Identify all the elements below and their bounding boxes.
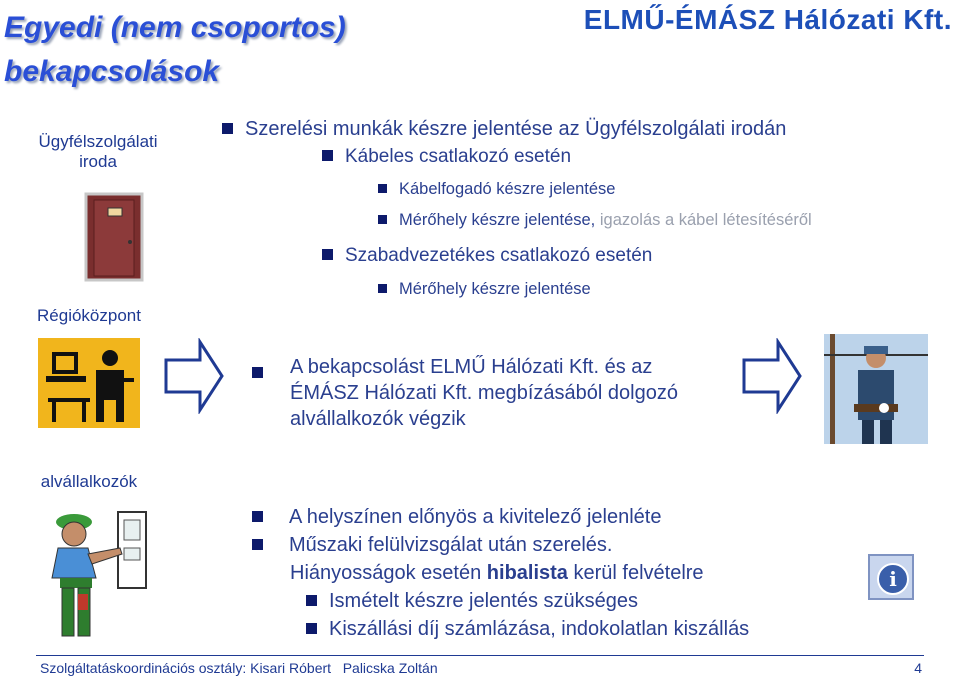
office-label xyxy=(28,132,168,172)
deficiency-text-a: Hiányosságok esetén xyxy=(290,562,487,584)
bullet-text-gray: igazolás a kábel létesítéséről xyxy=(595,211,812,229)
bullet-text: Kábeles csatlakozó esetén xyxy=(345,146,572,167)
bullet-text: Szabadvezetékes csatlakozó esetén xyxy=(345,245,653,266)
bullet-square-icon xyxy=(322,249,333,260)
bullet-contractors-do-connection xyxy=(252,356,678,432)
bullet-l3-cable-receiver xyxy=(378,180,615,199)
page-title xyxy=(4,6,346,94)
title-line-2: bekapcsolások xyxy=(4,55,220,88)
footer-text: Szolgáltatáskoordinációs osztály: Kisari Róbert Palicska Zoltán xyxy=(40,660,438,676)
regional-center-image xyxy=(38,338,140,428)
bullet-onsite-presence xyxy=(252,506,661,529)
contractors-label: alvállalkozók xyxy=(40,472,138,491)
deficiency-line xyxy=(290,562,704,585)
bullet-square-icon xyxy=(378,215,387,224)
info-icon: i xyxy=(877,563,909,595)
deficiency-text-bold: hibalista xyxy=(486,562,568,584)
bullet-l2-billing xyxy=(306,618,749,641)
bullet-text: Mérőhely készre jelentése xyxy=(399,280,591,298)
bullet-square-icon xyxy=(252,539,263,550)
bullet-l3-meter-point xyxy=(378,211,812,230)
bullet-square-icon xyxy=(252,367,263,378)
bullet-text: Ismételt készre jelentés szükséges xyxy=(329,590,639,612)
office-label-line-1: Ügyfélszolgálati xyxy=(38,132,158,151)
bullet-text: A helyszínen előnyös a kivitelező jelenléte xyxy=(289,506,662,528)
bullet-l3-meter-point-2 xyxy=(378,280,591,299)
bullet-l2-rereport xyxy=(306,590,638,613)
bullet-text: Műszaki felülvizsgálat után szerelés. xyxy=(289,534,613,556)
office-label-line-2: iroda xyxy=(79,152,117,171)
para-line-1: A bekapcsolást ELMŰ Hálózati Kft. és az xyxy=(290,356,653,378)
bullet-text: Kábelfogadó készre jelentése xyxy=(399,180,616,198)
info-button[interactable] xyxy=(868,554,914,600)
para-line-3: alvállalkozók végzik xyxy=(290,408,466,430)
page-number: 4 xyxy=(914,660,922,676)
regional-label: Régióközpont xyxy=(37,306,141,325)
bullet-text: Kiszállási díj számlázása, indokolatlan kiszállás xyxy=(329,618,750,640)
para-line-2: ÉMÁSZ Hálózati Kft. megbízásából dolgozó xyxy=(290,382,678,404)
bullet-inspection xyxy=(252,534,612,557)
deficiency-text-c: kerül felvételre xyxy=(567,562,704,584)
bullet-l1-work-reporting xyxy=(222,118,786,141)
bullet-square-icon xyxy=(378,284,387,293)
electrician-clipart xyxy=(48,508,152,638)
arrow-right-icon-2 xyxy=(742,338,802,414)
bullet-square-icon xyxy=(378,184,387,193)
bullet-square-icon xyxy=(306,595,317,606)
bullet-square-icon xyxy=(222,123,233,134)
lineman-photo xyxy=(824,334,928,444)
arrow-right-icon xyxy=(164,338,224,414)
bullet-text: Mérőhely készre jelentése, xyxy=(399,211,596,229)
bullet-square-icon xyxy=(322,150,333,161)
bullet-l2-cable xyxy=(322,146,571,168)
footer-divider xyxy=(36,655,924,656)
bullet-square-icon xyxy=(252,511,263,522)
title-line-1: Egyedi (nem csoportos) xyxy=(4,11,346,44)
bullet-l2-overhead xyxy=(322,245,652,267)
bullet-square-icon xyxy=(306,623,317,634)
brand-logo: ELMŰ-ÉMÁSZ Hálózati Kft. xyxy=(583,4,952,35)
door-image xyxy=(84,192,144,282)
bullet-text: Szerelési munkák készre jelentése az Ügyfélszolgálati irodán xyxy=(245,118,787,140)
